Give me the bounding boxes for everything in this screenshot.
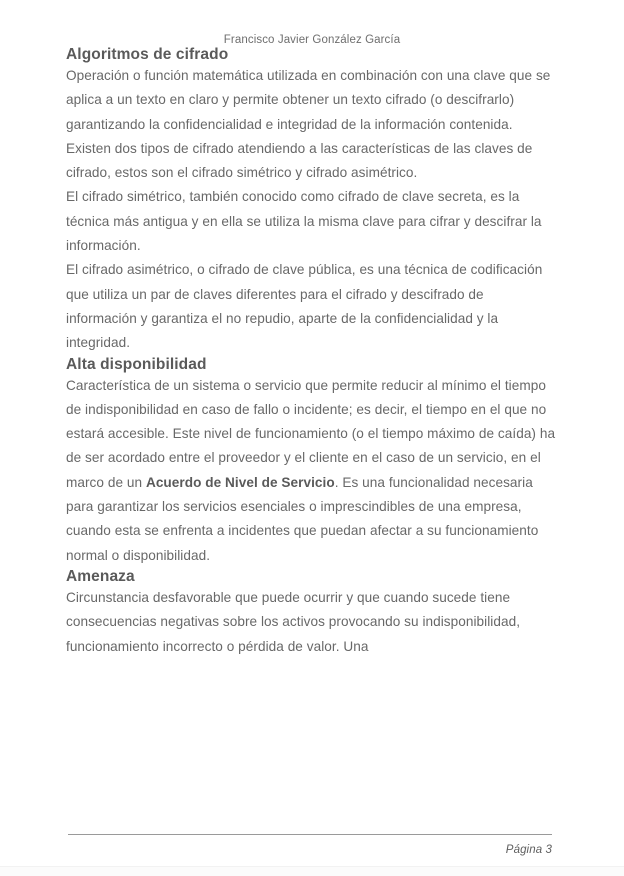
footer-divider (68, 834, 552, 835)
section-heading-amenaza: Amenaza (66, 567, 135, 585)
document-header-author: Francisco Javier González García (223, 34, 401, 46)
emphasis-acuerdo-de-nivel-de-servicio: Acuerdo de Nivel de Servicio (145, 474, 335, 490)
section-heading-algoritmos-de-cifrado: Algoritmos de cifrado (66, 46, 229, 63)
paragraph-algoritmos-2: El cifrado simétrico, también conocido como cifrado de clave secreta, es la técnica más antigua y en ella se utiliza la misma clave para cifrar y descifrar la información. (66, 189, 542, 254)
paragraph-amenaza-1: Circunstancia desfavorable que puede ocurrir y que cuando sucede tiene consecuencias negativas sobre los activos provocando su indisponibilidad, funcionamiento incorrecto o pérdida de valor. Una (66, 589, 521, 654)
paragraph-text-after-bold: . Es una funcionalidad necesaria para garantizar los servicios esenciales o imprescindibles de una empresa, cuando esta se enfrenta a incidentes que puedan afectar a su funcionamiento normal o disponibilidad. (66, 474, 539, 563)
section-heading-alta-disponibilidad: Alta disponibilidad (66, 355, 207, 373)
paragraph-alta-disponibilidad (66, 374, 558, 568)
paragraph-algoritmos-1: Operación o función matemática utilizada en combinación con una clave que se aplica a un texto en claro y permite obtener un texto cifrado (o descifrarlo) garantizando la confidencialidad e integridad de la información contenida. Existen dos tipos de cifrado atendiendo a las características de las claves de cifrado, estos son el cifrado simétrico y cifrado asimétrico. (66, 68, 551, 181)
footer-page-number: Página 3 (505, 844, 552, 856)
paragraph-text-before-bold: Característica de un sistema o servicio que permite reducir al mínimo el tiempo de indisponibilidad en caso de fallo o incidente; es decir, el tiempo en el que no estará accesible. Este nivel de funcionamiento (o el tiempo máximo de caída) ha de ser acordado entre el proveedor y el cliente en el caso de un servicio, en el marco de un (66, 377, 556, 490)
paragraph-algoritmos-3: El cifrado asimétrico, o cifrado de clave pública, es una técnica de codificación que utiliza un par de claves diferentes para el cifrado y descifrado de información y garantiza el no repudio, aparte de la confidencialidad y la integridad. (66, 262, 543, 351)
page-content (66, 0, 558, 659)
page-bottom-edge (0, 866, 624, 876)
page-footer (68, 834, 552, 856)
